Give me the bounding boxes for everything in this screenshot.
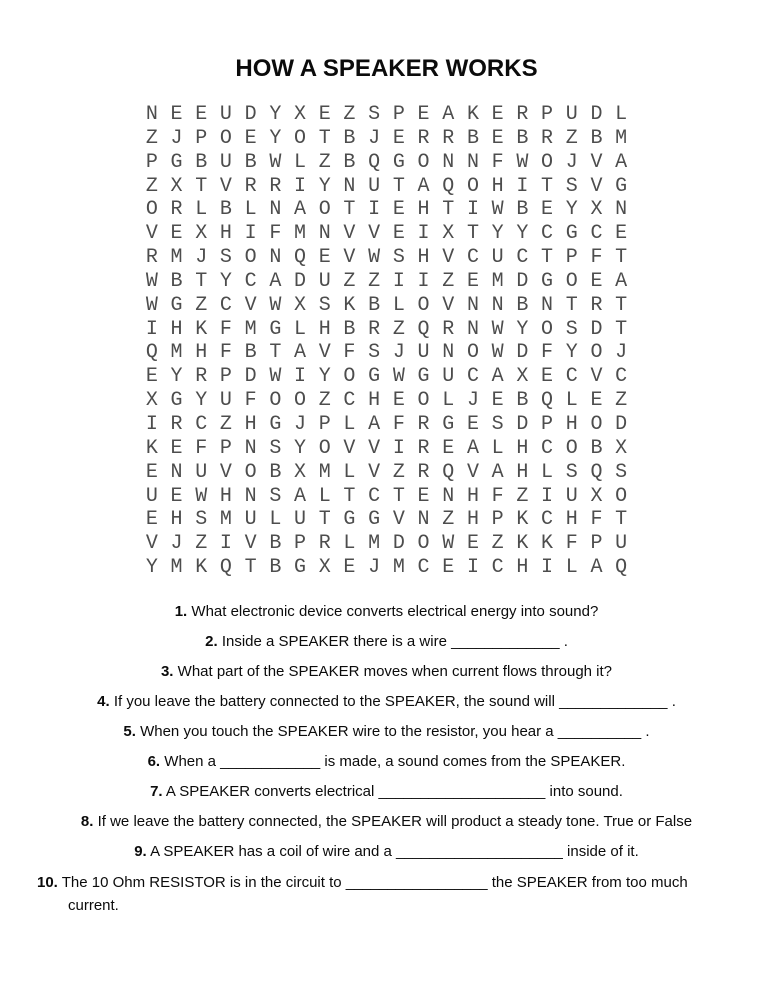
question-text: The 10 Ohm RESISTOR is in the circuit to _________________ the SPEAKER from too much current. [61,873,688,914]
question-text: If we leave the battery connected, the SPEAKER will product a steady tone. True or False [97,812,693,830]
question-number: 3. [160,662,174,680]
word-search-row: EHSMULUTGGVNZHPKCHFT [145,508,640,532]
question-number: 10. [37,873,58,891]
word-search-grid [0,103,773,580]
question-item-6 [0,747,773,777]
question-number: 8. [80,812,94,830]
question-text: When you touch the SPEAKER wire to the resistor, you hear a __________ . [140,722,650,740]
word-search-row: UEWHNSALTCTENHFZIUXO [145,484,640,508]
question-text: Inside a SPEAKER there is a wire _____________ . [221,632,568,650]
word-search-row: NEEUDYXEZSPEAKERPUDL [145,103,640,126]
question-text: If you leave the battery connected to the SPEAKER, the sound will _____________ . [113,692,676,710]
word-search-row: IHKFMGLHBRZQRNWYOSDT [145,317,640,341]
question-number: 9. [134,842,147,860]
word-search-row: WBTYCADUZZIIZEMDGOEA [145,269,640,293]
question-text: A SPEAKER has a coil of wire and a ____________________ inside of it. [150,842,639,860]
word-search-row: IRCZHGJPLAFRGESDPHOD [145,412,640,436]
question-text: When a ____________ is made, a sound comes from the SPEAKER. [164,752,626,770]
question-list [0,597,773,917]
word-search-row: ORLBLNAOTIEHTIWBEYXN [145,198,640,222]
word-search-row: EYRPDWIYOGWGUCAXECVC [145,365,640,389]
word-search-row: VEXHIFMNVVEIXTYYCGCE [145,222,640,246]
question-number: 5. [123,722,136,740]
word-search-row: VJZIVBPRLMDOWEZKKFPU [145,532,640,556]
question-item-10 [0,867,773,917]
word-search-row: KEFPNSYOVVIREALHCOBX [145,436,640,460]
word-search-row: PGBUBWLZBQGONNFWOJVA [145,150,640,174]
question-item-1 [0,597,773,627]
question-number: 4. [97,692,110,710]
word-search-row: ZXTVRRIYNUTAQOHITSVG [145,174,640,198]
question-text: What electronic device converts electrical energy into sound? [191,602,599,620]
word-search-row: XGYUFOOZCHEOLJEBQLEZ [145,389,640,413]
word-search-row: ZJPOEYOTBJERRBEBRZBM [145,126,640,150]
question-number: 7. [150,782,163,800]
word-search-row: WGZCVWXSKBLOVNNBNTRT [145,293,640,317]
question-item-7 [0,777,773,807]
question-item-8 [0,807,773,837]
question-item-9 [0,837,773,867]
question-number: 1. [174,602,188,620]
word-search-row: RMJSONQEVWSHVCUCTPFT [145,246,640,270]
question-item-5 [0,717,773,747]
question-number: 6. [147,752,161,770]
question-item-4 [0,687,773,717]
question-item-3 [0,657,773,687]
question-number: 2. [205,632,218,650]
page-title: HOW A SPEAKER WORKS [235,55,538,82]
word-search-row: ENUVOBXMLVZRQVAHLSQS [145,460,640,484]
word-search-row: QMHFBTAVFSJUNOWDFYOJ [145,341,640,365]
question-item-2 [0,627,773,657]
word-search-row: YMKQTBGXEJMCEICHILAQ [145,556,640,580]
question-text: What part of the SPEAKER moves when current flows through it? [177,662,613,680]
question-text: A SPEAKER converts electrical ____________________ into sound. [165,782,623,800]
